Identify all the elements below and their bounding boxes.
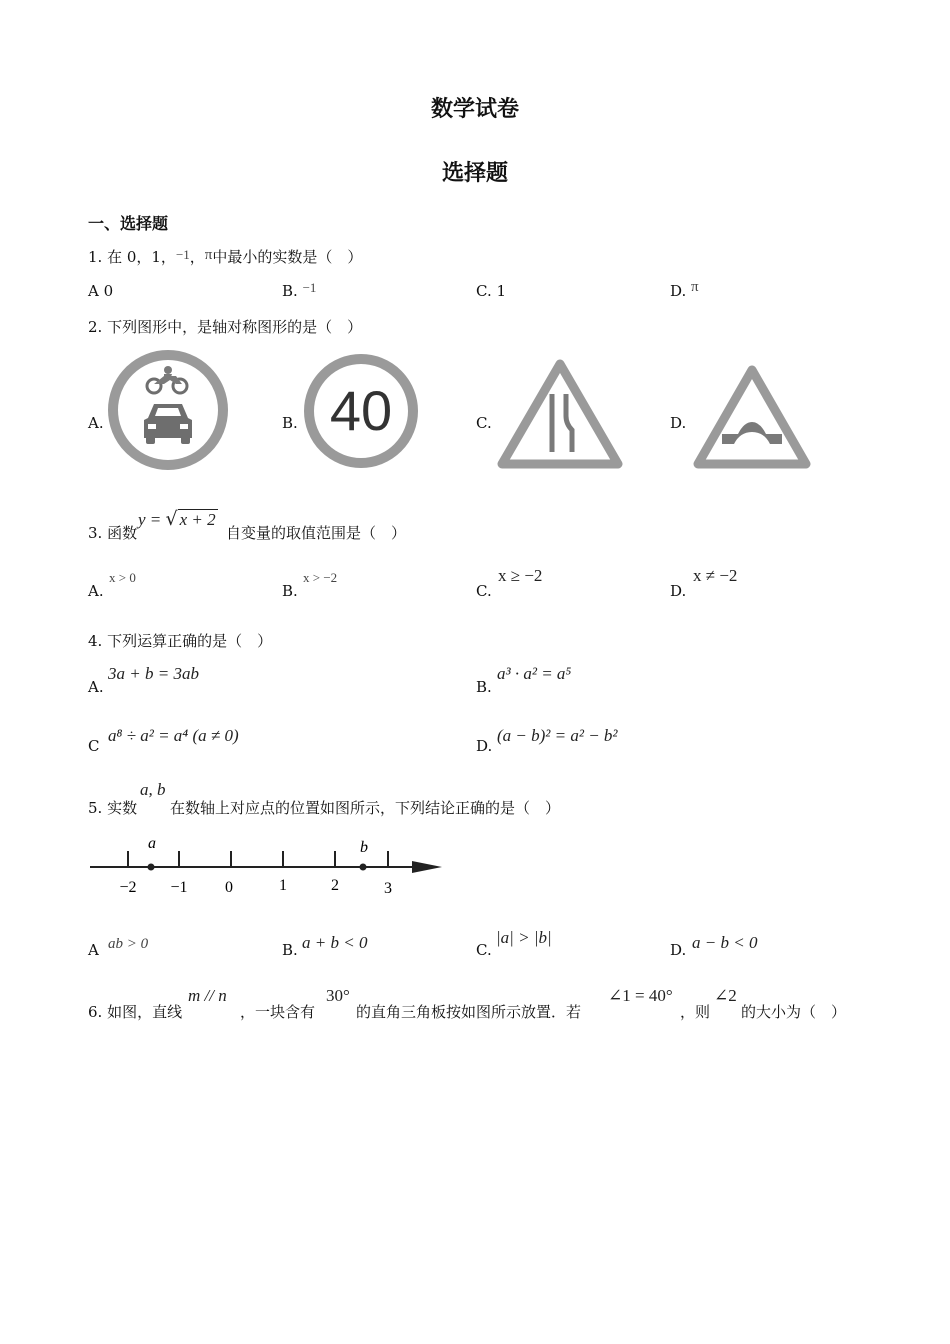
- q4-option-b-label[interactable]: B.: [476, 678, 492, 696]
- road-narrows-sign-icon[interactable]: [496, 358, 624, 470]
- q6-math-30deg: 30°: [326, 986, 350, 1005]
- point-b-label: b: [360, 839, 368, 856]
- tick-label-neg1: −1: [170, 879, 188, 896]
- q3-option-b-math: x > −2: [303, 570, 338, 585]
- q6-stem-a: 6. 如图，直线: [88, 1003, 183, 1021]
- q3-option-d-math: x ≠ −2: [693, 566, 738, 585]
- section-heading: 一、选择题: [88, 214, 169, 233]
- q5-stem-a: 5. 实数: [88, 799, 138, 817]
- q2-option-a-label[interactable]: A.: [88, 414, 104, 432]
- q6-stem-d: ，则: [680, 1003, 711, 1021]
- q5-stem-b: 在数轴上对应点的位置如图所示，下列结论正确的是（ ）: [170, 799, 561, 817]
- tick-label-3: 3: [384, 880, 392, 897]
- q1-stem-b: ，: [189, 248, 205, 266]
- q5-option-c-math: |a| > |b|: [496, 928, 552, 947]
- q1-option-d[interactable]: [670, 279, 699, 301]
- speed-limit-sign-icon[interactable]: [302, 352, 420, 470]
- q5-option-a-math: ab > 0: [108, 936, 149, 952]
- q5-option-a-label[interactable]: A: [88, 941, 99, 959]
- q6-math-parallel: m // n: [188, 986, 227, 1005]
- q3-option-a[interactable]: [88, 582, 104, 600]
- question-1-stem: [88, 246, 362, 267]
- q3-option-c[interactable]: [476, 582, 492, 600]
- q1-stem-a: 1. 在 0，1，: [88, 248, 176, 266]
- q3-formula-radicand: x + 2: [179, 510, 216, 529]
- q5-option-d-label[interactable]: D.: [670, 941, 687, 959]
- q5-vars: a, b: [140, 780, 166, 799]
- q4-option-b-math: a³ · a² = a⁵: [497, 664, 572, 683]
- q4-option-c-label[interactable]: C: [88, 737, 100, 755]
- q3-option-d[interactable]: [670, 582, 686, 600]
- tick-label-2: 2: [331, 877, 339, 894]
- point-a-dot: [148, 864, 155, 871]
- q1-option-a[interactable]: [88, 282, 113, 300]
- tick-label-1: 1: [279, 877, 287, 894]
- number-line: [86, 830, 448, 900]
- q4-option-d-math: (a − b)² = a² − b²: [497, 726, 618, 745]
- q3-option-d-label: D.: [670, 582, 687, 600]
- sqrt-icon: √: [165, 508, 178, 530]
- q1-stem-c: 中最小的实数是（ ）: [212, 248, 363, 266]
- q6-stem-e: 的大小为（ ）: [741, 1003, 847, 1021]
- point-a-label: a: [148, 835, 156, 852]
- q6-stem-b: ，一块含有: [240, 1003, 316, 1021]
- document-subtitle: 选择题: [441, 161, 508, 186]
- q3-option-c-label: C.: [476, 582, 492, 600]
- q1-option-c-label: C. 1: [476, 282, 507, 300]
- q1-option-b-label: B.: [282, 282, 298, 300]
- document-title: 数学试卷: [430, 97, 519, 122]
- q1-option-b-math: −1: [302, 280, 317, 295]
- q6-stem-c: 的直角三角板按如图所示放置．若: [356, 1003, 582, 1021]
- no-vehicles-sign-icon[interactable]: [106, 348, 230, 472]
- arrow-right-icon: [412, 861, 442, 873]
- q3-formula-y: y =: [138, 510, 166, 529]
- q6-math-angle1: ∠1 = 40°: [608, 986, 673, 1005]
- q3-stem-b: 自变量的取值范围是（ ）: [226, 524, 407, 542]
- q3-option-a-label: A.: [88, 582, 104, 600]
- q3-option-c-math: x ≥ −2: [498, 566, 543, 585]
- q5-option-d-math: a − b < 0: [692, 933, 758, 952]
- q5-option-b-label[interactable]: B.: [282, 941, 298, 959]
- q3-option-a-math: x > 0: [109, 570, 136, 585]
- q5-option-c-label[interactable]: C.: [476, 941, 492, 959]
- tick-label-neg2: −2: [119, 879, 137, 896]
- q4-option-a-label[interactable]: A.: [88, 678, 104, 696]
- question-3-stem: [88, 522, 137, 543]
- q1-math-pi: π: [204, 247, 213, 263]
- hump-bridge-sign-icon[interactable]: [692, 364, 812, 470]
- q4-option-c-math: a⁸ ÷ a² = a⁴ (a ≠ 0): [108, 726, 239, 745]
- q1-option-d-math: π: [691, 279, 699, 295]
- q1-option-b[interactable]: [282, 282, 316, 300]
- point-b-dot: [360, 864, 367, 871]
- q3-option-b[interactable]: [282, 582, 298, 600]
- q5-option-b-math: a + b < 0: [302, 933, 368, 952]
- q1-math-neg1: −1: [175, 247, 190, 262]
- question-2-stem: 2. 下列图形中，是轴对称图形的是（ ）: [88, 318, 363, 336]
- q3-option-b-label: B.: [282, 582, 298, 600]
- q1-option-a-label: A 0: [88, 282, 114, 300]
- q1-option-c[interactable]: [476, 282, 506, 300]
- speed-limit-text: 40: [329, 379, 393, 442]
- question-4-stem: 4. 下列运算正确的是（ ）: [88, 632, 273, 650]
- q2-option-b-label[interactable]: B.: [282, 414, 298, 432]
- tick-label-0: 0: [225, 879, 233, 896]
- q4-option-d-label[interactable]: D.: [476, 737, 493, 755]
- q2-option-c-label[interactable]: C.: [476, 414, 492, 432]
- q6-math-angle2: ∠2: [714, 986, 737, 1005]
- q4-option-a-math: 3a + b = 3ab: [108, 664, 199, 683]
- q3-stem-a: 3. 函数: [88, 524, 138, 542]
- q2-option-d-label[interactable]: D.: [670, 414, 687, 432]
- q3-formula: [138, 508, 218, 530]
- q1-option-d-label: D.: [670, 282, 687, 300]
